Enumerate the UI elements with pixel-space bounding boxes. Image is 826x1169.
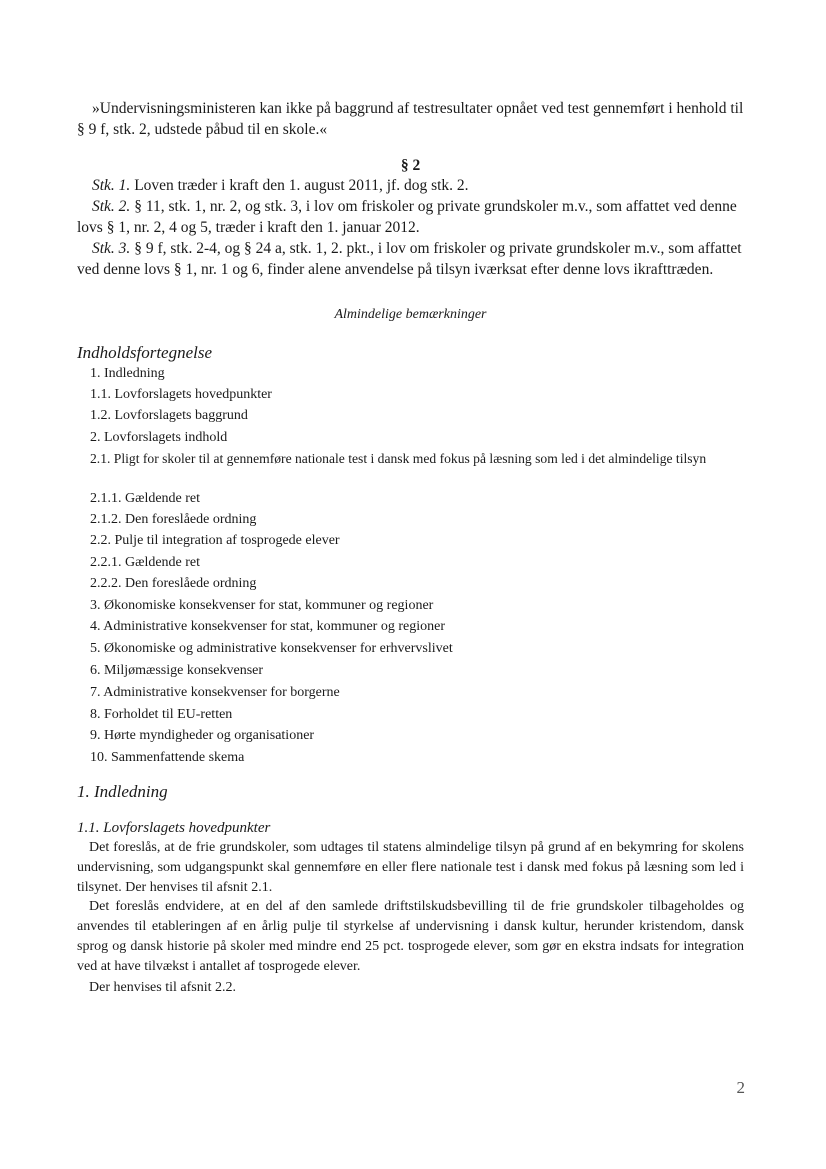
quote-paragraph: »Undervisningsministeren kan ikke på baggrund af testresultater opnået ved test gennemført i henhold til § 9 f, stk. 2, udstede påbud til en skole.«	[77, 100, 744, 138]
toc-item: 1.1. Lovforslagets hovedpunkter	[90, 387, 272, 402]
toc-item: 2.1. Pligt for skoler til at gennemføre nationale test i dansk med fokus på læsning som led i det almindelige tilsyn	[90, 451, 707, 466]
toc-item: 2.2.2. Den foreslåede ordning	[90, 576, 257, 591]
toc-item: 2.1.1. Gældende ret	[90, 491, 201, 506]
toc-item: 9. Hørte myndigheder og organisationer	[90, 728, 315, 743]
toc-item: 1. Indledning	[90, 366, 165, 381]
subsection-heading: 1.1. Lovforslagets hovedpunkter	[77, 820, 271, 836]
toc-item: 5. Økonomiske og administrative konsekvenser for erhvervslivet	[90, 641, 453, 656]
toc-item: 2.2.1. Gældende ret	[90, 555, 201, 570]
general-remarks-title: Almindelige bemærkninger	[334, 307, 487, 322]
stk-3-text: § 9 f, stk. 2-4, og § 24 a, stk. 1, 2. pkt., i lov om friskoler og private grundskoler m.v., som affattet ved denne lovs § 1, nr. 1 og 6, finder alene anvendelse på tilsyn iværksat efter denne lovs ikrafttræden.	[77, 240, 742, 278]
stk-1-text: Loven træder i kraft den 1. august 2011, jf. dog stk. 2.	[134, 177, 469, 194]
toc-item: 2.2. Pulje til integration af tosprogede elever	[90, 533, 340, 548]
stk-1-paragraph	[77, 175, 744, 196]
toc-item: 2.1.2. Den foreslåede ordning	[90, 512, 257, 527]
toc-item: 4. Administrative konsekvenser for stat, kommuner og regioner	[90, 619, 445, 634]
toc-item: 8. Forholdet til EU-retten	[90, 707, 233, 722]
toc-item: 7. Administrative konsekvenser for borgerne	[90, 685, 340, 700]
stk-2-text: § 11, stk. 1, nr. 2, og stk. 3, i lov om friskoler og private grundskoler m.v., som affattet ved denne lovs § 1, nr. 2, 4 og 5, træder i kraft den 1. januar 2012.	[77, 198, 737, 236]
stk-3-label: Stk. 3.	[92, 240, 131, 257]
toc-item: 1.2. Lovforslagets baggrund	[90, 408, 248, 423]
body-paragraph: Der henvises til afsnit 2.2.	[89, 980, 236, 995]
toc-title: Indholdsfortegnelse	[77, 343, 213, 362]
toc-item: 3. Økonomiske konsekvenser for stat, kommuner og regioner	[90, 598, 434, 613]
stk-2-label: Stk. 2.	[92, 198, 131, 215]
body-paragraph: Det foreslås endvidere, at en del af den samlede driftstilskudsbevilling til de frie grundskoler tilbageholdes og anvendes til etableringen af en årlig pulje til styrkelse af undervisning i dansk kultur, herunder kristendom, dansk sprog og dansk historie på skoler med mindre end 25 pct. tosprogede elever, som gør en ekstra indsats for integration ved at have tilvækst i antallet af tosprogede elever.	[77, 899, 744, 974]
toc-item: 2. Lovforslagets indhold	[90, 430, 228, 445]
toc-item: 10. Sammenfattende skema	[90, 750, 245, 765]
section-heading: § 2	[400, 157, 421, 174]
stk-3-paragraph	[77, 238, 744, 280]
intro-heading: 1. Indledning	[77, 782, 168, 801]
toc-item: 6. Miljømæssige konsekvenser	[90, 663, 264, 678]
page-number: 2	[736, 1078, 745, 1097]
body-paragraph: Det foreslås, at de frie grundskoler, som udtages til statens almindelige tilsyn på grund af en bekymring for skolens undervisning, som udgangspunkt skal gennemføre en eller flere nationale test i dansk med fokus på læsning som led i tilsynet. Der henvises til afsnit 2.1.	[77, 840, 744, 895]
stk-1-label: Stk. 1.	[92, 177, 131, 194]
stk-2-paragraph	[77, 196, 744, 238]
